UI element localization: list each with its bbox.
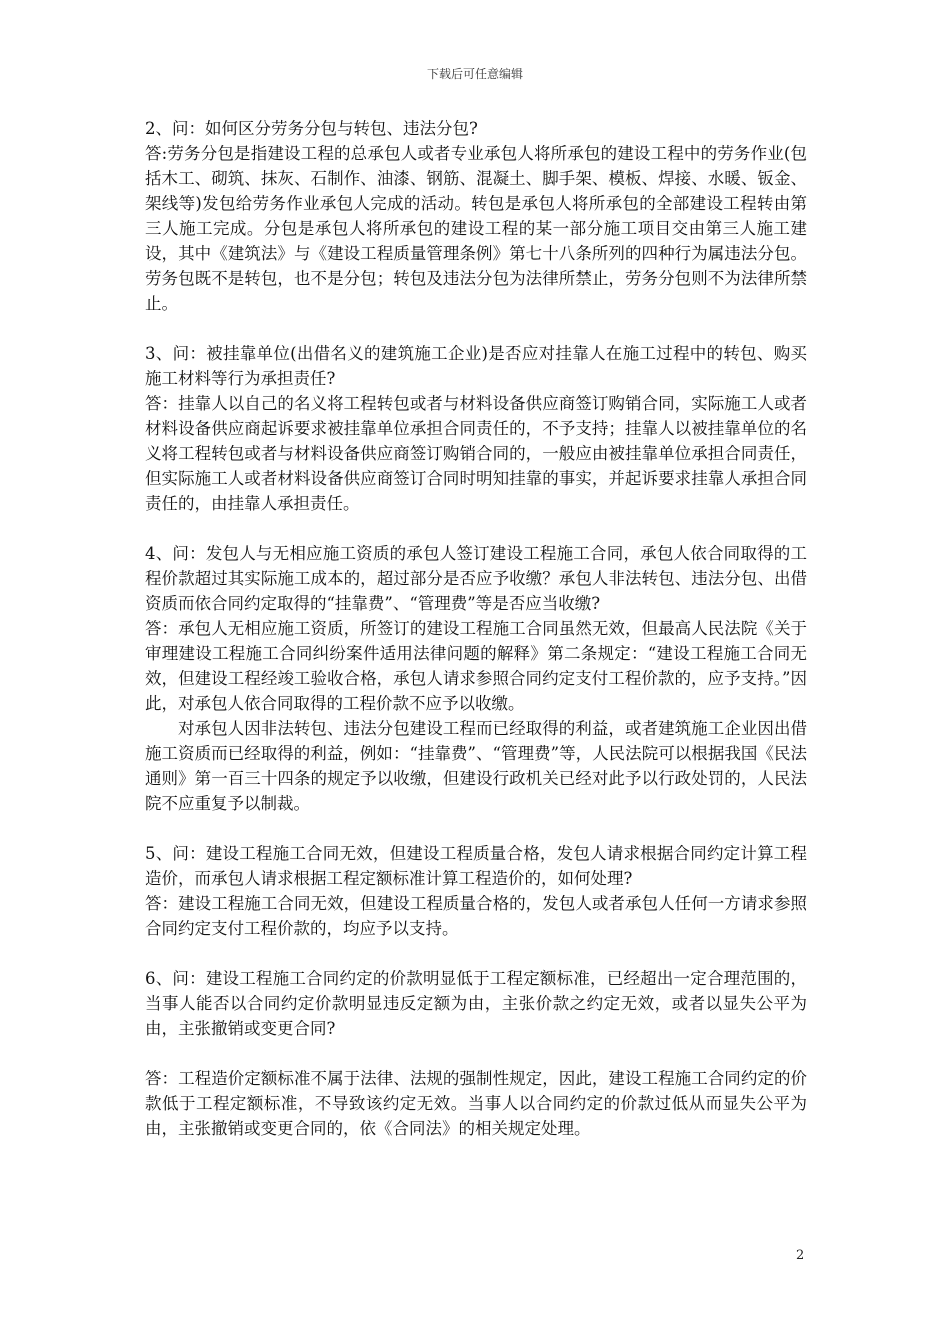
section-spacer	[145, 516, 807, 541]
question-3: 3、问：被挂靠单位(出借名义的建筑施工企业)是否应对挂靠人在施工过程中的转包、购买施工材料等行为承担责任?	[145, 344, 807, 388]
answer-3: 答：挂靠人以自己的名义将工程转包或者与材料设备供应商签订购销合同，实际施工人或者材料设备供应商起诉要求被挂靠单位承担合同责任的，不予支持；挂靠人以被挂靠单位的名义将工程转包或者与材料设备供应商签订购销合同的，一般应由被挂靠单位承担合同责任，但实际施工人或者材料设备供应商签订合同时明知挂靠的事实，并起诉要求挂靠人承担合同责任的，由挂靠人承担责任。	[145, 394, 807, 513]
page-number: 2	[796, 1248, 805, 1263]
section-spacer	[145, 816, 807, 841]
question-6: 6、问：建设工程施工合同约定的价款明显低于工程定额标准，已经超出一定合理范围的，当事人能否以合同约定价款明显违反定额为由，主张价款之约定无效，或者以显失公平为由，主张撤销或变更合同?	[145, 969, 807, 1038]
question-4: 4、问：发包人与无相应施工资质的承包人签订建设工程施工合同，承包人依合同取得的工程价款超过其实际施工成本的，超过部分是否应予收缴？承包人非法转包、违法分包、出借资质而依合同约定取得的“挂靠费”、“管理费”等是否应当收缴?	[145, 544, 807, 613]
answer-6: 答：工程造价定额标准不属于法律、法规的强制性规定，因此，建设工程施工合同约定的价款低于工程定额标准，不导致该约定无效。当事人以合同约定的价款过低从而显失公平为由，主张撤销或变更合同的，依《合同法》的相关规定处理。	[145, 1069, 807, 1138]
qa-section-5	[145, 841, 807, 941]
answer-5: 答：建设工程施工合同无效，但建设工程质量合格的，发包人或者承包人任何一方请求参照合同约定支付工程价款的，均应予以支持。	[145, 894, 807, 938]
question-5: 5、问：建设工程施工合同无效，但建设工程质量合格，发包人请求根据合同约定计算工程造价，而承包人请求根据工程定额标准计算工程造价的，如何处理?	[145, 844, 807, 888]
qa-section-6	[145, 966, 807, 1141]
section-spacer	[145, 941, 807, 966]
answer-2: 答:劳务分包是指建设工程的总承包人或者专业承包人将所承包的建设工程中的劳务作业(包括木工、砌筑、抹灰、石制作、油漆、钢筋、混凝土、脚手架、模板、焊接、水暖、钣金、架线等)发包给劳务作业承包人完成的活动。转包是承包人将所承包的全部建设工程转由第三人施工完成。分包是承包人将所承包的建设工程的某一部分施工项目交由第三人施工建设，其中《建筑法》与《建设工程质量管理条例》第七十八条所列的四种行为属违法分包。劳务包既不是转包，也不是分包；转包及违法分包为法律所禁止，劳务分包则不为法律所禁止。	[145, 144, 807, 313]
answer-4-continued: 对承包人因非法转包、违法分包建设工程而已经取得的利益，或者建筑施工企业因出借施工资质而已经取得的利益，例如：“挂靠费”、“管理费”等，人民法院可以根据我国《民法通则》第一百三十四条的规定予以收缴，但建设行政机关已经对此予以行政处罚的，人民法院不应重复予以制裁。	[145, 719, 807, 813]
document-body	[145, 116, 807, 1141]
answer-4: 答：承包人无相应施工资质，所签订的建设工程施工合同虽然无效，但最高人民法院《关于审理建设工程施工合同纠纷案件适用法律问题的解释》第二条规定：“建设工程施工合同无效，但建设工程经竣工验收合格，承包人请求参照合同约定支付工程价款的，应予支持。”因此，对承包人依合同取得的工程价款不应予以收缴。	[145, 619, 807, 713]
question-answer-spacer	[145, 1041, 807, 1066]
section-spacer	[145, 316, 807, 341]
qa-section-4	[145, 541, 807, 816]
question-2: 2、问：如何区分劳务分包与转包、违法分包?	[145, 119, 478, 138]
page-header: 下载后可任意编辑	[426, 67, 523, 81]
qa-section-2	[145, 116, 807, 316]
qa-section-3	[145, 341, 807, 516]
